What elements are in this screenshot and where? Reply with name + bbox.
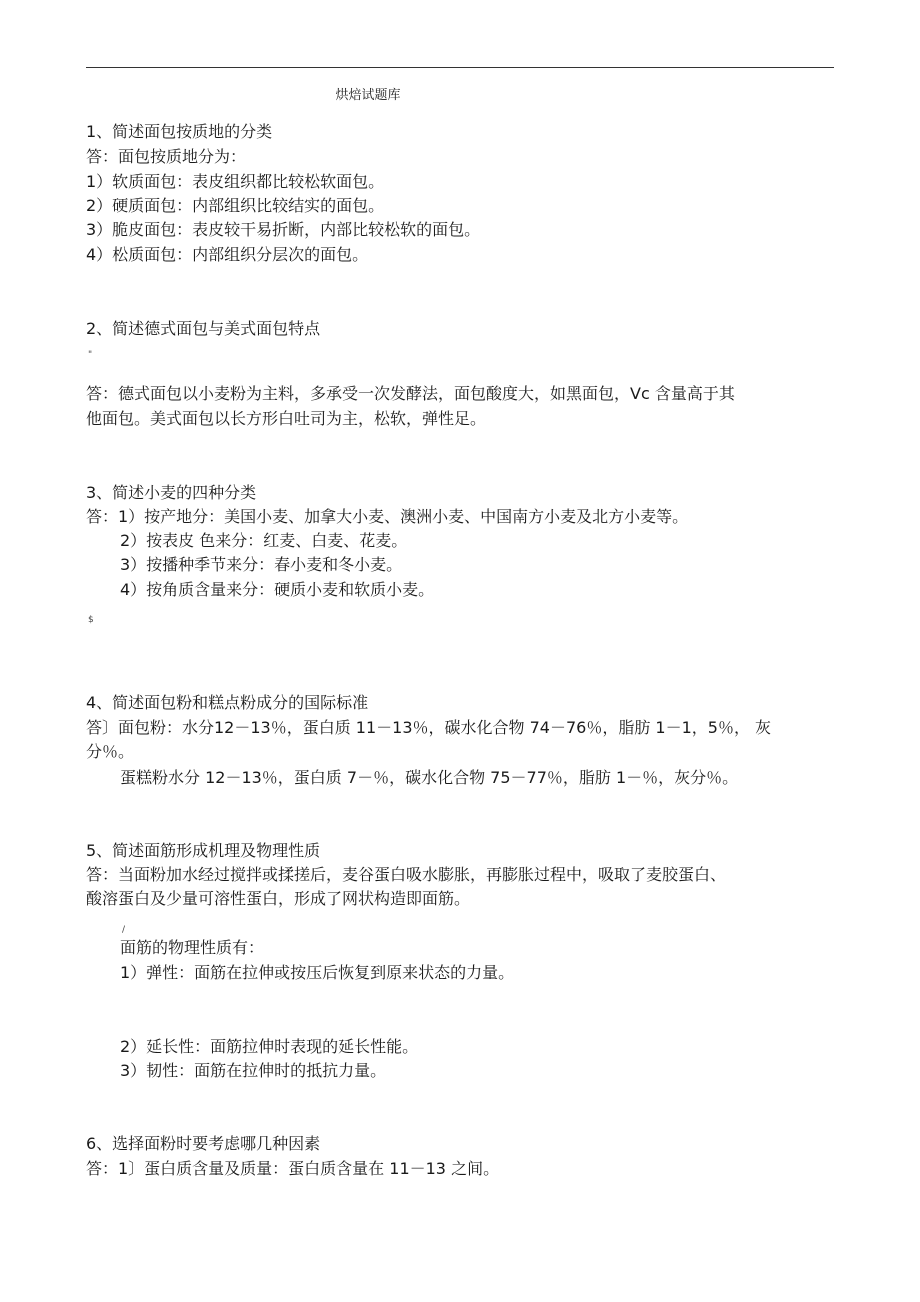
answer-4-line-1: 答〕面包粉：水分12－13％，蛋白质 11－13％，碳水化合物 74－76％，脂肪 1－1，5％， 灰 [86,718,772,737]
answer-2-line-1: 答：德式面包以小麦粉为主料，多承受一次发酵法，面包酸度大，如黑面包，Vc 含量高于其 [86,384,735,403]
question-1-heading: 1、简述面包按质地的分类 [86,122,273,141]
answer-5-property-2: 2）延长性：面筋拉伸时表现的延长性能。 [120,1037,419,1056]
question-5-heading: 5、简述面筋形成机理及物理性质 [86,841,321,860]
answer-1-item-1: 1）软质面包：表皮组织都比较松软面包。 [86,172,385,191]
answer-5-property-3: 3）韧性：面筋在拉伸时的抵抗力量。 [120,1061,387,1080]
answer-3-item-3: 3）按播种季节来分：春小麦和冬小麦。 [120,555,403,574]
answer-5-line-1: 答：当面粉加水经过搅拌或揉搓后，麦谷蛋白吸水膨胀，再膨胀过程中，吸取了麦胶蛋白、 [86,865,727,884]
question-4-heading: 4、简述面包粉和糕点粉成分的国际标准 [86,693,369,712]
answer-3-item-2: 2）按表皮 色来分：红麦、白麦、花麦。 [120,531,408,550]
answer-3-item-1: 答：1）按产地分：美国小麦、加拿大小麦、澳洲小麦、中国南方小麦及北方小麦等。 [86,507,689,526]
stray-mark-1: " [88,350,93,360]
answer-1-item-4: 4）松质面包：内部组织分层次的面包。 [86,245,369,264]
answer-1-item-3: 3）脆皮面包：表皮较干易折断，内部比较松软的面包。 [86,220,481,239]
answer-5-properties-intro: 面筋的物理性质有： [120,938,265,957]
answer-5-property-1: 1）弹性：面筋在拉伸或按压后恢复到原来状态的力量。 [120,963,515,982]
stray-mark-2: $ [88,615,94,625]
document-title: 烘焙试题库 [335,88,401,103]
answer-1-item-2: 2）硬质面包：内部组织比较结实的面包。 [86,196,385,215]
answer-1-intro: 答：面包按质地分为： [86,147,247,166]
answer-6-item-1: 答：1〕蛋白质含量及质量：蛋白质含量在 11－13 之间。 [86,1159,500,1178]
answer-5-line-2: 酸溶蛋白及少量可溶性蛋白，形成了网状构造即面筋。 [86,889,471,908]
answer-4-line-3: 蛋糕粉水分 12－13％，蛋白质 7－％，碳水化合物 75－77％，脂肪 1－％，灰分％。 [120,768,739,787]
answer-3-item-4: 4）按角质含量来分：硬质小麦和软质小麦。 [120,580,435,599]
header-rule [86,67,834,68]
question-6-heading: 6、选择面粉时要考虑哪几种因素 [86,1134,321,1153]
answer-4-line-2: 分％。 [86,742,135,761]
question-3-heading: 3、简述小麦的四种分类 [86,483,257,502]
question-2-heading: 2、简述德式面包与美式面包特点 [86,319,321,338]
answer-2-line-2: 他面包。美式面包以长方形白吐司为主，松软，弹性足。 [86,409,487,428]
stray-mark-3: / [122,925,126,935]
